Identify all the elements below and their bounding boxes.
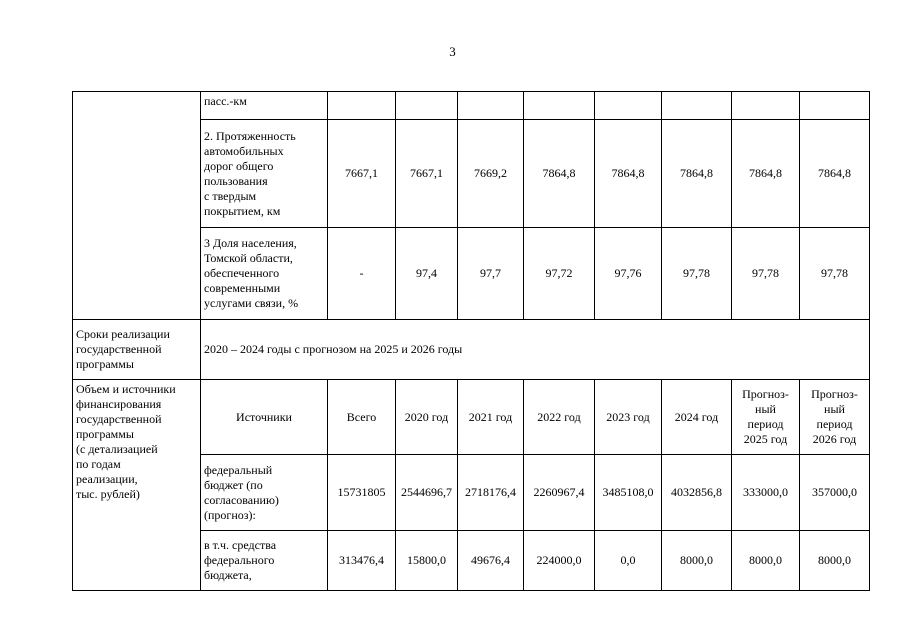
indicator-value: 7864,8: [800, 120, 870, 228]
empty-cell: [458, 92, 524, 120]
financing-value: 224000,0: [524, 531, 595, 591]
terms-label: Сроки реализации государственной программы: [73, 320, 201, 380]
empty-cell: [524, 92, 595, 120]
terms-value: 2020 – 2024 годы с прогнозом на 2025 и 2026 годы: [201, 320, 870, 380]
financing-value: 8000,0: [800, 531, 870, 591]
financing-value: 8000,0: [732, 531, 800, 591]
column-header: Прогноз- ный период 2026 год: [800, 380, 870, 455]
financing-value: 49676,4: [458, 531, 524, 591]
table-row: [73, 380, 870, 455]
source-label: федеральный бюджет (по согласованию) (прогноз):: [201, 455, 328, 531]
table-row: [73, 92, 870, 120]
financing-value: 0,0: [595, 531, 662, 591]
column-header: 2022 год: [524, 380, 595, 455]
indicator-value: 97,78: [732, 228, 800, 320]
indicator-value: 7669,2: [458, 120, 524, 228]
empty-cell: [800, 92, 870, 120]
financing-value: 8000,0: [662, 531, 732, 591]
indicator-value: 7864,8: [595, 120, 662, 228]
financing-value: 2718176,4: [458, 455, 524, 531]
indicator-unit-cell: пасс.-км: [201, 92, 328, 120]
column-header: Источники: [201, 380, 328, 455]
column-header: 2023 год: [595, 380, 662, 455]
indicator-value: 7864,8: [732, 120, 800, 228]
financing-value: 15731805: [328, 455, 396, 531]
column-header: 2020 год: [396, 380, 458, 455]
indicator-value: 97,78: [800, 228, 870, 320]
page-number: 3: [449, 44, 456, 59]
column-header: Прогноз- ный период 2025 год: [732, 380, 800, 455]
indicator-value: 97,72: [524, 228, 595, 320]
indicator-value: -: [328, 228, 396, 320]
column-header: Всего: [328, 380, 396, 455]
indicator-value: 97,7: [458, 228, 524, 320]
indicator-label: 2. Протяженность автомобильных дорог общего пользования с твердым покрытием, км: [201, 120, 328, 228]
financing-value: 333000,0: [732, 455, 800, 531]
empty-label-cell: [73, 92, 201, 320]
financing-value: 2260967,4: [524, 455, 595, 531]
financing-value: 15800,0: [396, 531, 458, 591]
column-header: 2024 год: [662, 380, 732, 455]
financing-value: 357000,0: [800, 455, 870, 531]
indicator-value: 97,76: [595, 228, 662, 320]
empty-cell: [662, 92, 732, 120]
indicator-value: 7667,1: [328, 120, 396, 228]
indicator-value: 97,4: [396, 228, 458, 320]
financing-value: 4032856,8: [662, 455, 732, 531]
empty-cell: [595, 92, 662, 120]
table-row: [73, 320, 870, 380]
source-label: в т.ч. средства федерального бюджета,: [201, 531, 328, 591]
indicator-label: 3 Доля населения, Томской области, обеспеченного современными услугами связи, %: [201, 228, 328, 320]
indicator-value: 7667,1: [396, 120, 458, 228]
empty-cell: [328, 92, 396, 120]
indicator-value: 7864,8: [524, 120, 595, 228]
financing-value: 3485108,0: [595, 455, 662, 531]
financing-label: Объем и источники финансирования государственной программы (с детализацией по годам реализации, тыс. рублей): [73, 380, 201, 591]
column-header: 2021 год: [458, 380, 524, 455]
indicator-value: 97,78: [662, 228, 732, 320]
program-passport-table: [72, 91, 870, 591]
empty-cell: [732, 92, 800, 120]
indicator-value: 7864,8: [662, 120, 732, 228]
financing-value: 313476,4: [328, 531, 396, 591]
empty-cell: [396, 92, 458, 120]
financing-value: 2544696,7: [396, 455, 458, 531]
